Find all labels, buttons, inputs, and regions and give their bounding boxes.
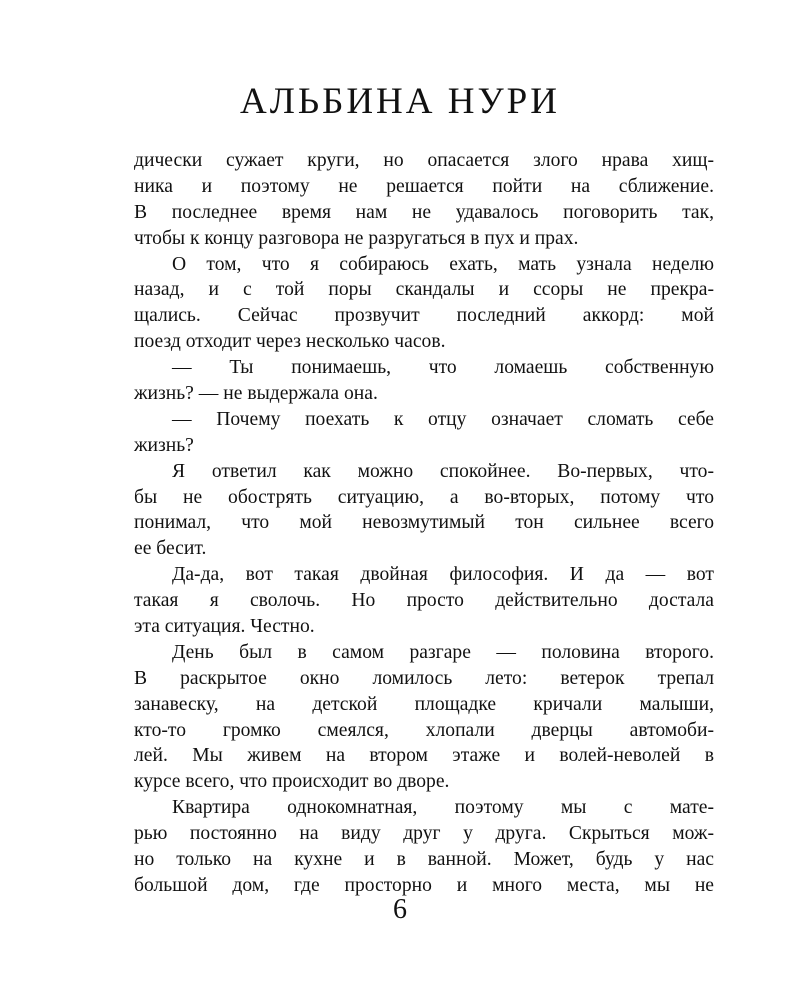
paragraph (134, 640, 714, 795)
text-line: ника и поэтому не решается пойти на сближение. (134, 175, 714, 197)
paragraph (134, 459, 714, 563)
text-line: Да-да, вот такая двойная философия. И да — вот (172, 564, 714, 586)
paragraph (134, 407, 714, 459)
text-line: кто-то громко смеялся, хлопали дверцы автомоби- (134, 719, 714, 741)
text-line: чтобы к концу разговора не разругаться в пух и прах. (134, 227, 579, 249)
text-line: занавеску, на детской площадке кричали малыши, (134, 693, 714, 715)
text-line: курсе всего, что происходит во дворе. (134, 771, 450, 793)
text-line: В раскрытое окно ломилось лето: ветерок трепал (134, 667, 714, 689)
text-line: такая я сволочь. Но просто действительно достала (134, 590, 714, 612)
text-line: большой дом, где просторно и много места, мы не (134, 874, 714, 896)
text-line: рью постоянно на виду друг у друга. Скрыться мож- (134, 823, 714, 845)
text-line: дически сужает круги, но опасается злого нрава хищ- (134, 150, 714, 171)
text-line: жизнь? — не выдержала она. (134, 383, 378, 405)
paragraph (134, 562, 714, 640)
running-head-author: АЛЬБИНА НУРИ (240, 81, 560, 122)
paragraph (134, 795, 714, 899)
body-text (134, 148, 714, 899)
text-line: но только на кухне и в ванной. Может, будь у нас (134, 849, 714, 871)
paragraph (134, 355, 714, 407)
text-line: лей. Мы живем на втором этаже и волей-неволей в (134, 745, 714, 767)
paragraph (134, 252, 714, 356)
text-line: бы не обострять ситуацию, а во-вторых, потому что (134, 486, 714, 508)
text-line: поезд отходит через несколько часов. (134, 331, 446, 353)
paragraph (134, 148, 714, 252)
text-line: понимал, что мой невозмутимый тон сильнее всего (134, 512, 714, 534)
text-line: назад, и с той поры скандалы и ссоры не прекра- (134, 279, 714, 301)
text-line: О том, что я собираюсь ехать, мать узнала неделю (172, 253, 714, 275)
text-line: Квартира однокомнатная, поэтому мы с мате- (172, 797, 714, 819)
text-line: щались. Сейчас прозвучит последний аккорд: мой (134, 305, 714, 327)
text-line: — Ты понимаешь, что ломаешь собственную (172, 357, 714, 379)
text-line: День был в самом разгаре — половина второго. (172, 641, 714, 663)
text-line: В последнее время нам не удавалось поговорить так, (134, 201, 714, 223)
text-line: эта ситуация. Честно. (134, 616, 315, 638)
text-line: ее бесит. (134, 538, 207, 560)
text-line: жизнь? (134, 434, 194, 456)
page-number: 6 (393, 894, 407, 925)
text-line: — Почему поехать к отцу означает сломать себе (172, 408, 714, 430)
text-line: Я ответил как можно спокойнее. Во-первых, что- (172, 460, 714, 482)
